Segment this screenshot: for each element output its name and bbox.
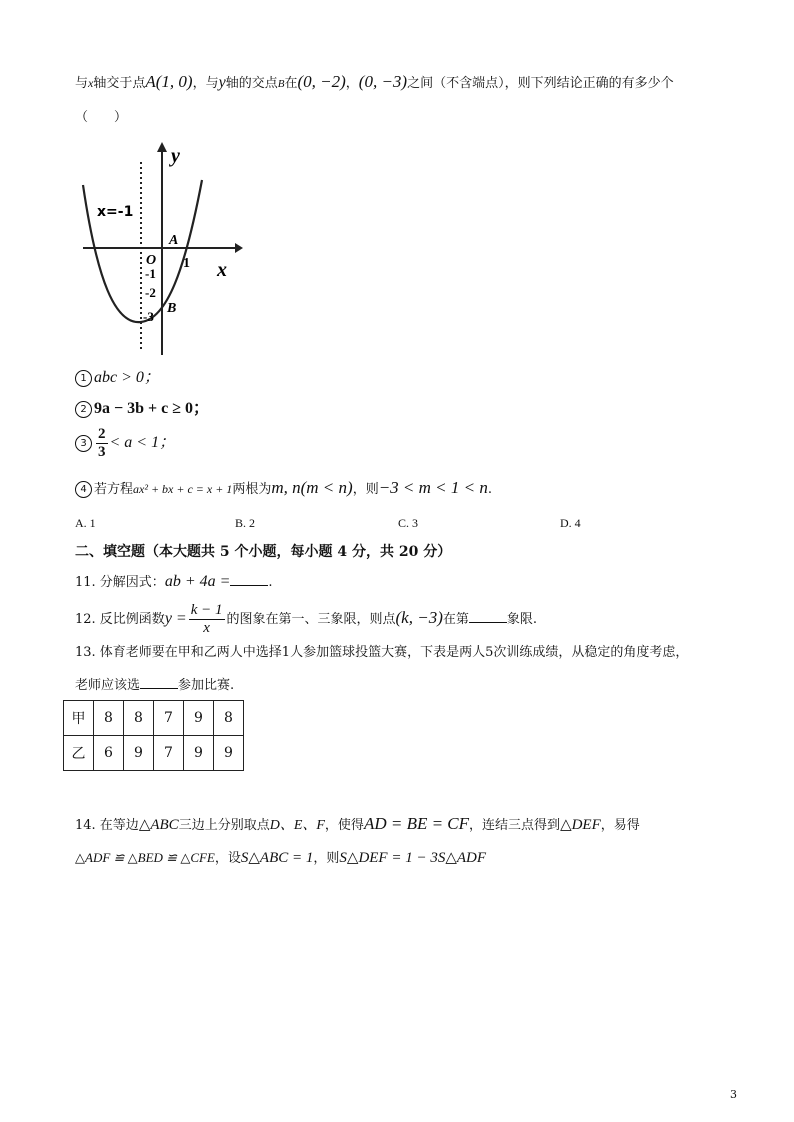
points-def: D、E、F [269, 818, 325, 833]
y-axis-label: y [171, 145, 180, 167]
x-axis-label: x [217, 259, 227, 281]
table-cell: 9 [124, 736, 154, 771]
question-text: . [268, 575, 273, 590]
table-row [64, 701, 244, 736]
question-text: ，使得 [324, 818, 364, 833]
question-text: 12. 反比例函数 [75, 612, 165, 627]
table-cell: 8 [214, 701, 244, 736]
point-0-minus2: (0, −2) [297, 72, 346, 91]
tick-minus3-label: -3 [143, 309, 154, 324]
origin-label: O [146, 253, 157, 268]
denominator: 3 [98, 444, 106, 460]
intro-text: 轴交于点 [93, 76, 146, 91]
table-cell: 9 [184, 701, 214, 736]
question-text: 象限. [506, 612, 538, 627]
numerator: k − 1 [190, 602, 223, 618]
section-heading: 二、填空题（本大题共 5 个小题，每小题 4 分，共 20 分） [75, 544, 452, 560]
circled-number: 3 [75, 435, 92, 452]
intro-text: 之间（不含端点），则下列结论正确的有多少个 [407, 76, 674, 91]
equal-segments: AD = BE = CF [363, 814, 470, 833]
question-text: ，设 [214, 851, 241, 866]
intro-text: 在 [284, 76, 298, 91]
congruence: △ADF ≌ △BED ≌ △CFE [75, 850, 215, 865]
question-text: 三边上分别取点 [178, 818, 270, 833]
question-text: 在第 [442, 612, 469, 627]
numerator: 2 [98, 426, 106, 442]
intro-text: ， [345, 76, 359, 91]
x-axis-arrow [235, 243, 243, 253]
question-text: 老师应该选 [75, 678, 141, 693]
point-a: A(1, 0) [145, 72, 193, 91]
statement-3 [75, 426, 175, 461]
question-14-line2 [75, 848, 486, 869]
circled-number: 2 [75, 401, 92, 418]
question-11 [75, 571, 273, 593]
answer-blank [230, 571, 268, 586]
y-axis-arrow [157, 142, 167, 152]
statement-4 [75, 478, 492, 500]
table-cell: 8 [94, 701, 124, 736]
table-cell: 6 [94, 736, 124, 771]
intro-text: 轴的交点 [225, 76, 278, 91]
triangle-abc: △ABC [138, 817, 179, 833]
table-row [64, 736, 244, 771]
question-text: 14. 在等边 [75, 818, 139, 833]
choice-d: D. 4 [560, 516, 581, 530]
point-0-minus3: (0, −3) [358, 72, 408, 91]
choice-c: C. 3 [398, 516, 419, 530]
circled-number: 4 [75, 481, 92, 498]
scores-table [63, 700, 244, 771]
tick-minus2-label: -2 [145, 285, 156, 300]
table-cell: 7 [154, 701, 184, 736]
area-abc: S△ABC = 1 [240, 850, 314, 866]
question-text: ，则 [313, 851, 340, 866]
x-var: x [88, 76, 94, 90]
point-a-graph-label: A [169, 233, 179, 248]
point-b-label: B [277, 78, 285, 90]
point-b-graph-label: B [167, 301, 177, 316]
roots: m, n(m < n) [271, 478, 353, 497]
question-13-line1: 13. 体育老师要在甲和乙两人中选择1人参加篮球投篮大赛，下表是两人5次训练成绩，从稳定的角度考虑， [75, 645, 689, 660]
statement-1 [75, 368, 160, 389]
expression: y = [164, 610, 187, 627]
conclusion: −3 < m < 1 < n [378, 478, 488, 497]
question-text: 参加比赛. [178, 678, 235, 693]
expression: ab + 4a = [164, 573, 231, 590]
table-cell: 9 [184, 736, 214, 771]
table-cell: 乙 [64, 736, 94, 771]
table-cell: 8 [124, 701, 154, 736]
answer-bracket [75, 108, 127, 128]
question-12 [75, 602, 537, 637]
denominator: x [203, 620, 210, 636]
statement-text: < a < 1； [109, 434, 176, 451]
page-number: 3 [730, 1088, 737, 1101]
fraction-k-minus-1-over-x [189, 602, 225, 637]
point-k-minus3: (k, −3) [395, 608, 443, 627]
statement-text: 两根为 [232, 482, 272, 497]
question-14-line1 [75, 814, 640, 836]
statement-text: 若方程 [94, 482, 134, 497]
parabola-graph [75, 140, 255, 360]
area-def: S△DEF = 1 − 3S△ADF [339, 850, 487, 866]
triangle-def: △DEF [560, 817, 601, 833]
choice-b: B. 2 [235, 516, 256, 530]
statement-2 [75, 399, 209, 420]
statement-text: . [487, 482, 493, 497]
equation: ax² + bx + c = x + 1 [133, 482, 233, 496]
bracket: （ ） [75, 110, 128, 125]
table-cell: 7 [154, 736, 184, 771]
question-text: ，连结三点得到 [469, 818, 561, 833]
choice-a: A. 1 [75, 516, 96, 530]
tick-1-label: 1 [183, 256, 190, 271]
parabola-curve [83, 180, 202, 322]
table-cell: 9 [214, 736, 244, 771]
fraction-2-3 [96, 426, 108, 461]
intro-text: 与 [75, 76, 89, 91]
statement-text: ，则 [352, 482, 379, 497]
intro-text: ，与 [192, 76, 219, 91]
symmetry-label: x=-1 [97, 204, 134, 220]
question-13-line2 [75, 674, 234, 696]
statement-text: 9a − 3b + c ≥ 0； [94, 400, 210, 417]
table-cell: 甲 [64, 701, 94, 736]
answer-blank [140, 674, 178, 689]
statement-text: abc > 0； [94, 369, 160, 386]
question-text: ，易得 [600, 818, 640, 833]
circled-number: 1 [75, 370, 92, 387]
question-text: 的图象在第一、三象限，则点 [226, 612, 396, 627]
answer-blank [469, 608, 507, 623]
y-var: y [218, 74, 226, 91]
tick-minus1-label: -1 [145, 266, 156, 281]
question-text: 11. 分解因式： [75, 575, 165, 590]
intro-line [75, 72, 674, 94]
